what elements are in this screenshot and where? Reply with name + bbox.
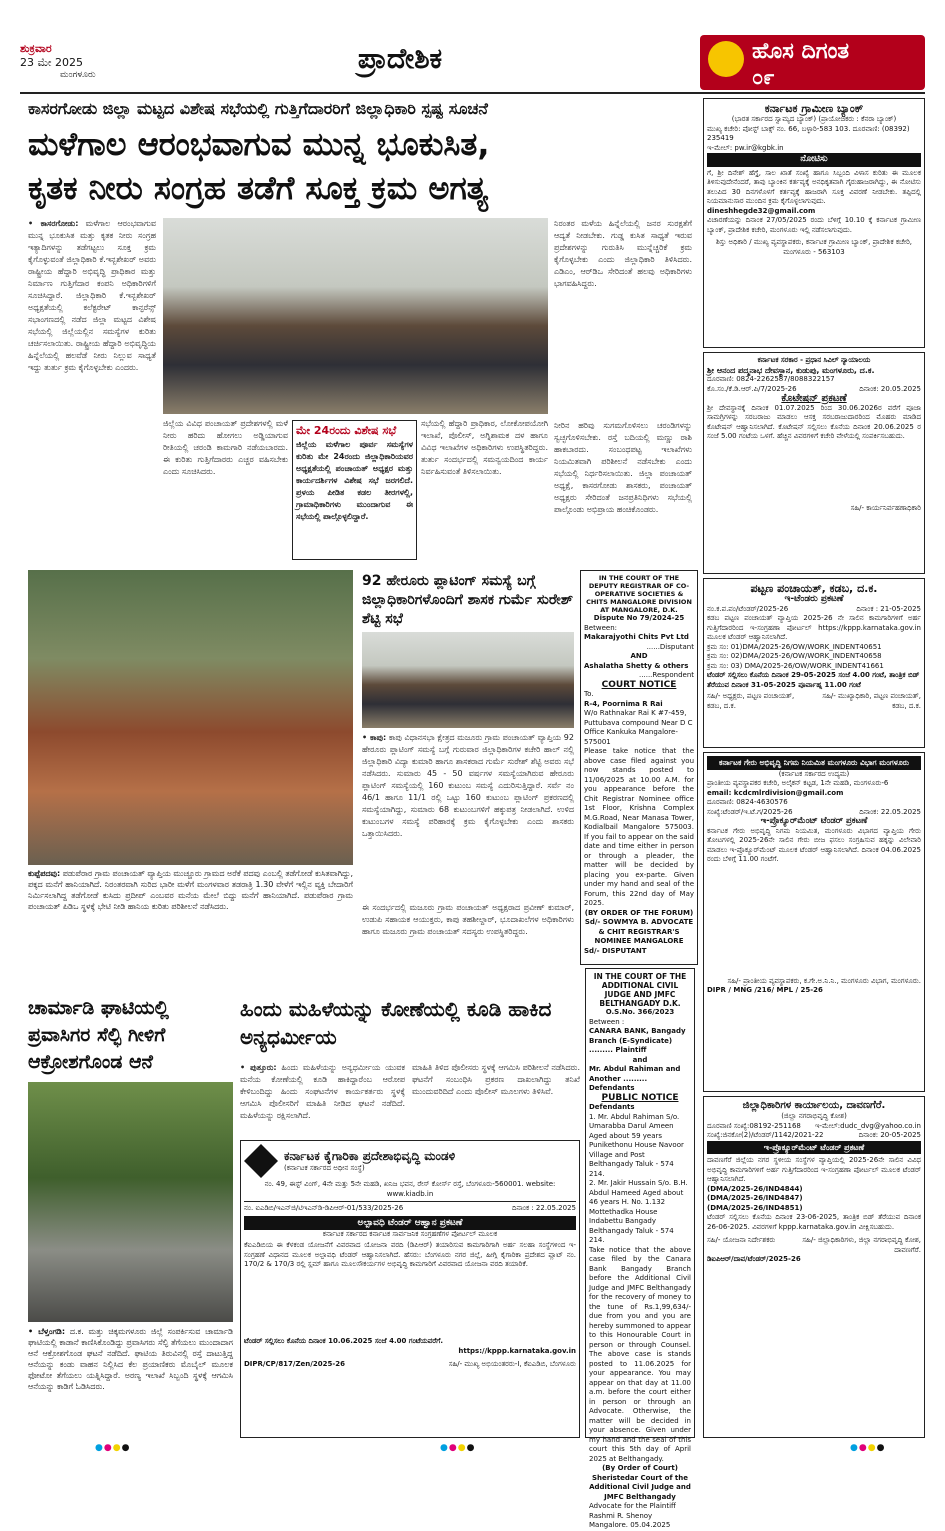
kadaba-sign-right: ಸಹಿ/- ಮುಖ್ಯಾಧಿಕಾರಿ, ಪಟ್ಟಣ ಪಂಚಾಯತ್, ಕಡಬ, ದ.ಕ. (822, 692, 921, 710)
woman-story-byline: • ಪುತ್ತೂರು: (240, 1063, 277, 1072)
kiadb-banner: ಅಲ್ಪಾವಧಿ ಟೆಂಡರ್ ಆಹ್ವಾನ ಪ್ರಕಟಣೆ (244, 1216, 576, 1230)
gramin-bank-notice (703, 98, 925, 348)
belt-order: (By Order of Court) Sheristedar Court of the Additional Civil Judge and JMFC Belthangady (589, 1464, 691, 1501)
woman-story-col-1 (240, 1062, 405, 1134)
chits-party-2: Ashalatha Shetty & others (584, 661, 689, 670)
kcdc-body: ಕರ್ನಾಟಕ ಗೇರು ಅಭಿವೃದ್ಧಿ ನಿಗಮ ನಿಯಮಿತ, ಮಂಗಳೂರು ವಿಭಾಗದ ವ್ಯಾಪ್ತಿಯ ಗೇರು ತೋಟಗಳಲ್ಲಿ 2025-26ನೇ ಸಾಲಿನ ಗೇರು ಬೀಜ ಫಸಲು ಸಂಗ್ರಹಿಸುವ ಹಕ್ಕನ್ನು ವಿಲೇವಾರಿ ಮಾಡಲು ಇ-ಪ್ರೊಕ್ಯೂರ್‌ಮೆಂಟ್ ಮೂಲಕ ಟೆಂಡರ್ ಆಹ್ವಾನಿಸಲಾಗಿದೆ. ದಿನಾಂಕ 04.06.2025 ರಂದು ಬೆಳಿಗ್ಗೆ 11.00 ಗಂಟೆಗೆ. (707, 826, 921, 863)
dvg-phone: ದೂರವಾಣಿ ಸಂಖ್ಯೆ:08192-251168 (707, 1121, 801, 1130)
chits-notice-label: COURT NOTICE (601, 679, 677, 690)
kadaba-date: ದಿನಾಂಕ : 21-05-2025 (856, 604, 921, 613)
woman-story-col1-text: ಹಿಂದು ಮಹಿಳೆಯನ್ನು ಅನ್ಯಧರ್ಮೀಯ ಯುವಕ ಮನೆಯ ಕೋಣೆಯಲ್ಲಿ ಕೂಡಿ ಹಾಕಿದ್ದಾರೆಂಬ ಆರೋಪ ಕೇಳಿಬಂದಿದ್ದು ಹಿಂದು ಸಂಘಟನೆಗಳ ಕಾರ್ಯಕರ್ತರು ಸ್ಥಳಕ್ಕೆ ಆಗಮಿಸಿ ಪೊಲೀಸರಿಗೆ ಮಾಹಿತಿ ನೀಡಿದ ಘಟನೆ ನಡೆದಿದೆ. ಮಹಿಳೆಯನ್ನು ರಕ್ಷಿಸಲಾಗಿದೆ. (240, 1063, 405, 1120)
kadaba-item-1: ಕ್ರಮ ಸಂ: 01)DMA/2025-26/OW/WORK_INDENT40651 (707, 642, 882, 651)
belt-defendants: Mr. Abdul Rahiman and Another ......... Defendants (589, 1065, 681, 1092)
plotting-byline: • ಕಾಪು: (362, 733, 387, 742)
dvg-signatures (707, 1236, 921, 1255)
kadaba-ref-row (707, 605, 921, 615)
bank-email-addr: dineshhegde32@gmail.com (707, 206, 816, 215)
charmadi-headline: ಚಾರ್ಮಾಡಿ ಘಾಟಿಯಲ್ಲಿ ಪ್ರವಾಸಿಗರ ಸೆಲ್ಫಿ ಗೀಳಿಗೆ ಆಕ್ರೋಶಗೊಂಡ ಆನೆ (28, 997, 169, 1073)
kiadb-body: ಕೆಐಎಡಿಬಿಯ ಈ ಕೆಳಕಂಡ ಯೋಜನೆಗೆ ವಿವರವಾದ ಯೋಜನಾ ವರದಿ (ಡಿಪಿಆರ್) ತಯಾರಿಸುವ ಕಾಮಗಾರಿಗಾಗಿ ಅರ್ಹ ಸಲಹಾ ಸಂಸ್ಥೆಗಳಿಂದ ಇ-ಸಂಗ್ರಹಣೆ ವಿಧಾನದ ಮೂಲಕ ಅಲ್ಪಾವಧಿ ಟೆಂಡರ್ ಆಹ್ವಾನಿಸಲಾಗಿದೆ. ಹೆಸರು: ಬೆಂಗಳೂರು ನಗರ ಜಿಲ್ಲೆ, ಹೀಗ್ಗಿ ಕೈಗಾರಿಕಾ ಪ್ರದೇಶದ ಪ್ಲಾಟ್ ನಂ. 170/2 & 170/3 ರಲ್ಲಿ ಸ್ಲಮ್ ಹಾಗೂ ಮೂಲಸೌಕರ್ಯಗಳ ಅಭಿವೃದ್ಧಿ ಕಾಮಗಾರಿಗೆ ವಿವರವಾದ ಯೋಜನಾ ವರದಿ ತಯಾರಿಕೆ. (244, 1241, 576, 1268)
dvg-item-3: (DMA/2025-26/IND4851) (707, 1203, 803, 1212)
dvg-ref: ಸಂಖ್ಯೆ:ಜಿನಕೋ(2)/ಟೆಂಡರ್/1142/2021-22 (707, 1131, 824, 1139)
registration-marks-center: ●●●● (440, 1443, 476, 1453)
brand-logo-icon (708, 41, 744, 77)
bank-email: ಇ-ಮೇಲ್: pw.ir@kgbk.in (707, 143, 784, 152)
registration-marks-right: ●●●● (850, 1443, 886, 1453)
lead-infobox (292, 420, 417, 560)
court-notice-chits (580, 570, 698, 965)
lead-column-5: ನೀರಿನ ಹರಿವು ಸುಗಮಗೊಳಿಸಲು ಚರಂಡಿಗಳನ್ನು ಸ್ವಚ್ಛಗೊಳಿಸಬೇಕು. ರಸ್ತೆ ಬದಿಯಲ್ಲಿ ಮಣ್ಣು ರಾಶಿ ಹಾಕಬಾರದು. ಸಂಬಂಧಪಟ್ಟ ಇಲಾಖೆಗಳು ನಿಯಮಿತವಾಗಿ ಪರಿಶೀಲನೆ ನಡೆಸಬೇಕು ಎಂದು ಸಭೆಯಲ್ಲಿ ನಿರ್ಧರಿಸಲಾಯಿತು. ಜಿಲ್ಲಾ ಪಂಚಾಯತ್ ಅಧ್ಯಕ್ಷೆ, ಕಾಸರಗೋಡು ಶಾಸಕರು, ಪಂಚಾಯತ್ ಅಧ್ಯಕ್ಷರು ಸೇರಿದಂತೆ ಜನಪ್ರತಿನಿಧಿಗಳು ಸಭೆಯಲ್ಲಿ ಪಾಲ್ಗೊಂಡು ಅಭಿಪ್ರಾಯ ಹಂಚಿಕೊಂಡರು. (554, 421, 692, 514)
davangere-tender-notice (703, 1096, 925, 1438)
kiadb-date: ದಿನಾಂಕ : 22.05.2025 (511, 1204, 576, 1212)
infobox-title: ಮೇ 24ರಂದು ವಿಶೇಷ ಸಭೆ (296, 424, 397, 437)
chits-addressee: R-4, Poornima R Rai (584, 699, 663, 708)
bank-hearing: ವಿಚಾರಣೆಯನ್ನು ದಿನಾಂಕ 27/05/2025 ರಂದು ಬೆಳಿಗ್ಗೆ 10.10 ಕ್ಕೆ ಕರ್ನಾಟಕ ಗ್ರಾಮೀಣ ಬ್ಯಾಂಕ್, ಪ್ರಾದೇಶಿಕ ಕಚೇರಿ, ಮಂಗಳೂರು ಇಲ್ಲಿ ನಡೆಸಲಾಗುವುದು. (707, 216, 921, 234)
lead-column-4: ನಿರಂತರ ಮಳೆಯ ಹಿನ್ನೆಲೆಯಲ್ಲಿ ಜನರ ಸುರಕ್ಷತೆಗೆ ಆದ್ಯತೆ ನೀಡಬೇಕು. ಗುಡ್ಡ ಕುಸಿತ ಸಾಧ್ಯತೆ ಇರುವ ಪ್ರದೇಶಗಳನ್ನು ಗುರುತಿಸಿ ಮುನ್ನೆಚ್ಚರಿಕೆ ಕ್ರಮ ಕೈಗೊಳ್ಳಬೇಕು ಎಂದು ಜಿಲ್ಲಾಧಿಕಾರಿ ತಿಳಿಸಿದರು. ಎಡಿಎಂ, ಆರ್‌ಡಿಒ ಸೇರಿದಂತೆ ಹಲವು ಅಧಿಕಾರಿಗಳು ಭಾಗವಹಿಸಿದ್ದರು. (554, 219, 692, 288)
masthead-dateline (20, 42, 290, 86)
chits-sign: Sd/- SOWMYA B. ADVOCATE & CHIT REGISTRAR'S NOMINEE MANGALORE (584, 918, 694, 945)
kcdc-phone: ದೂರವಾಣಿ: 0824-4630576 (707, 798, 788, 806)
bank-subtitle: (ಭಾರತ ಸರ್ಕಾರದ ಸ್ವಾಮ್ಯದ ಬ್ಯಾಂಕ್) (ಪ್ರಾಯೋಜಕರು : ಕೆನರಾ ಬ್ಯಾಂಕ್) (731, 115, 897, 123)
plotting-body (362, 732, 574, 898)
kcdc-date: ದಿನಾಂಕ: 22.05.2025 (859, 807, 921, 816)
belt-court-title: IN THE COURT OF THE ADDITIONAL CIVIL JUDGE AND JMFC BELTHANGADY D.K. (593, 972, 687, 1008)
kiadb-last-date: ಟೆಂಡರ್ ಸಲ್ಲಿಸಲು ಕೊನೆಯ ದಿನಾಂಕ 10.06.2025 ಸಂಜೆ 4.00 ಗಂಟೆಯವರೆಗೆ. (244, 1337, 444, 1345)
belt-plaintiff: CANARA BANK, Bangady Branch (E-Syndicate) ......... Plaintiff (589, 1027, 686, 1054)
lead-byline: • ಕಾಸರಗೋಡು: (28, 219, 79, 228)
charmadi-byline: • ಬೆಳ್ತಂಗಡಿ: (28, 1327, 66, 1336)
kcdc-dipr: DIPR / MNG /216/ MPL / 25-26 (707, 986, 823, 994)
temple-label: ಕೊಟೇಷನ್ ಪ್ರಕಟಣೆ (781, 393, 847, 404)
issue-date: 23 ಮೇ 2025 (20, 56, 84, 69)
issue-city: ಮಂಗಳೂರು (60, 70, 96, 80)
kadaba-item-2: ಕ್ರಮ ಸಂ: 02)DMA/2025-26/OW/WORK_INDENT40658 (707, 652, 882, 660)
landslide-photo (28, 570, 353, 865)
kiadb-ref: ನಂ. ಐಎಡಿಬಿ/ಇಎನ್‌ಜಿ/ಟಿಇಎನ್‌ಡಿ-ಡಿಪಿಆರ್-01/533/2025-26 (244, 1204, 404, 1212)
masthead-divider (20, 92, 925, 94)
dvg-label: ಇ-ಪ್ರೊಕ್ಯೂರ್‌ಮೆಂಟ್ ಟೆಂಡರ್ ಪ್ರಕಟಣೆ (707, 1141, 921, 1155)
temple-date: ದಿನಾಂಕ: 20.05.2025 (859, 384, 921, 393)
belt-def-label: Defendants (589, 1103, 635, 1111)
chits-party-2-role: ......Respondent (639, 671, 694, 679)
kcdc-sign: ಸಹಿ/- ಪ್ರಾಂತೀಯ ವ್ಯವಸ್ಥಾಪಕರು, ಕ.ಗೇ.ಅ.ನಿ.ನಿ., ಮಂಗಳೂರು ವಿಭಾಗ, ಮಂಗಳೂರು. (727, 976, 921, 985)
section-title: ಪ್ರಾದೇಶಿಕ (357, 42, 443, 75)
chits-between: Between: (584, 623, 617, 632)
kadaba-body: ಕಡಬ ಪಟ್ಟಣ ಪಂಚಾಯತ್ ವ್ಯಾಪ್ತಿಯ 2025-26 ನೇ ಸಾಲಿನ ಕಾಮಗಾರಿಗಳಿಗೆ ಅರ್ಹ ಗುತ್ತಿಗೆದಾರರಿಂದ ಇ-ಸಂಗ್ರಹಣಾ ಪೋರ್ಟಲ್ https://kppp.karnataka.gov.in ಮೂಲಕ ಟೆಂಡರ್ ಆಹ್ವಾನಿಸಲಾಗಿದೆ. (707, 614, 921, 641)
kiadb-footer (244, 1360, 576, 1370)
lead-column-2: ಜಿಲ್ಲೆಯ ವಿವಿಧ ಪಂಚಾಯತ್ ಪ್ರದೇಶಗಳಲ್ಲಿ ಮಳೆ ನೀರು ಹರಿದು ಹೋಗಲು ಅಡ್ಡಿಯಾಗುವ ರೀತಿಯಲ್ಲಿ ಚರಂಡಿ ಕಾಮಗಾರಿ ನಡೆಯಬಾರದು. ಈ ಕುರಿತು ಗುತ್ತಿಗೆದಾರರು ಎಚ್ಚರ ವಹಿಸಬೇಕು ಎಂದು ಸೂಚಿಸಿದರು. (163, 419, 288, 476)
plotting-meeting-photo (362, 632, 574, 728)
kcdc-email: email: kcdcmlrdivision@gmail.com (707, 788, 844, 797)
dvg-subtitle: (ಜಿಲ್ಲಾ ನಗರಾಭಿವೃದ್ಧಿ ಕೋಶ) (781, 1112, 847, 1120)
dvg-contact-row (707, 1122, 921, 1132)
lead-kicker: ಕಾಸರಗೋಡು ಜಿಲ್ಲಾ ಮಟ್ಟದ ವಿಶೇಷ ಸಭೆಯಲ್ಲಿ ಗುತ್ತಿಗೆದಾರರಿಗೆ ಜಿಲ್ಲಾಧಿಕಾರಿ ಸ್ಪಷ್ಟ ಸೂಚನೆ (28, 99, 488, 118)
kadaba-tender-notice (703, 578, 925, 748)
kadaba-sign-left: ಸಹಿ/- ಅಧ್ಯಕ್ಷರು, ಪಟ್ಟಣ ಪಂಚಾಯತ್, ಕಡಬ, ದ.ಕ. (707, 692, 795, 710)
lead-column-3: ಸಭೆಯಲ್ಲಿ ಹೆದ್ದಾರಿ ಪ್ರಾಧಿಕಾರ, ಲೋಕೋಪಯೋಗಿ ಇಲಾಖೆ, ಪೊಲೀಸ್, ಅಗ್ನಿಶಾಮಕ ದಳ ಹಾಗೂ ವಿವಿಧ ಇಲಾಖೆಗಳ ಅಧಿಕಾರಿಗಳು ಉಪಸ್ಥಿತರಿದ್ದರು. ತುರ್ತು ಸಂದರ್ಭದಲ್ಲಿ ಸಮನ್ವಯದಿಂದ ಕಾರ್ಯ ನಿರ್ವಹಿಸುವಂತೆ ತಿಳಿಸಲಾಯಿತು. (421, 419, 548, 476)
chits-sign-2: Sd/- DISPUTANT (584, 946, 647, 955)
temple-body: ಶ್ರೀ ದೇವಸ್ಥಾನಕ್ಕೆ ದಿನಾಂಕ 01.07.2025 ರಿಂದ 30.06.2026ರ ವರೆಗೆ ಪೂಜಾ ಸಾಮಗ್ರಿಗಳನ್ನು ಸರಬರಾಜು ಮಾಡಲು ಆಸಕ್ತ ಸರಬರಾಜುದಾರರಿಂದ ಮೊಹರು ಮಾಡಿದ ಕೊಟೇಷನ್ ಆಹ್ವಾನಿಸಲಾಗಿದೆ. ಕೊಟೇಷನ್ ಸಲ್ಲಿಸಲು ಕೊನೆಯ ದಿನಾಂಕ 20.06.2025 ರ ಸಂಜೆ 5.00 ಗಂಟೆಯ ಒಳಗೆ. ಹೆಚ್ಚಿನ ವಿವರಗಳಿಗೆ ಕಚೇರಿ ವೇಳೆಯಲ್ಲಿ ಸಂಪರ್ಕಿಸಬಹುದು. (707, 403, 921, 440)
temple-org: ಕರ್ನಾಟಕ ಸರಕಾರ - ಪ್ರಧಾನ ಸಿವಿಲ್ ನ್ಯಾಯಾಲಯ (757, 356, 871, 364)
belt-case-no: O.S.No. 366/2023 (605, 1008, 675, 1016)
lead-column-1 (28, 218, 156, 564)
issue-day: ಶುಕ್ರವಾರ (20, 42, 52, 55)
brand-name: ಹೊಸ ದಿಗಂತ (752, 39, 850, 64)
kcdc-title: ಕರ್ನಾಟಕ ಗೇರು ಅಭಿವೃದ್ಧಿ ನಿಗಮ ನಿಯಮಿತ ಮಂಗಳೂರು ವಿಭಾಗ ಮಂಗಳೂರು (707, 756, 921, 770)
charmadi-caption (28, 1326, 233, 1438)
kadaba-label: ಇ-ಟೆಂಡರು ಪ್ರಕಟಣೆ (784, 594, 844, 604)
kiadb-address: ನಂ. 49, ಈಸ್ಟ್ ವಿಂಗ್, 4ನೇ ಮತ್ತು 5ನೇ ಮಹಡಿ, ಖನಿಜ ಭವನ, ರೇಸ್ ಕೋರ್ಸ್ ರಸ್ತೆ, ಬೆಂಗಳೂರು-560001. website: www.kiadb.in (264, 1180, 556, 1198)
dvg-dipr: ಡಿಐಪಿಆರ್/ದಾವ/ಟೆಂಡರ್/2025-26 (707, 1255, 801, 1263)
registration-marks-left: ●●●● (95, 1443, 131, 1453)
temple-quotation-notice (703, 352, 925, 574)
kcdc-subtitle: (ಕರ್ನಾಟಕ ಸರ್ಕಾರದ ಉದ್ಯಮ) (778, 769, 850, 778)
belt-notice-label: PUBLIC NOTICE (601, 1092, 679, 1103)
kadaba-ref: ನಂ.ಕ.ಪ.ಪಂ/ಟೆಂಡರ್/2025-26 (707, 604, 789, 613)
lead-headline (28, 122, 693, 210)
kcdc-ref: ಸಂಖ್ಯೆ:ಟೆಂಡರ್/ಇ.ಟೆ.ಗ/2025-26 (707, 807, 793, 816)
woman-story-headline: ಹಿಂದು ಮಹಿಳೆಯನ್ನು ಕೋಣೆಯಲ್ಲಿ ಕೂಡಿ ಹಾಕಿದ ಅನ್ಯಧರ್ಮೀಯ (240, 997, 552, 1049)
kcdc-address: ಪ್ರಾಂತೀಯ ವ್ಯವಸ್ಥಾಪಕರ ಕಚೇರಿ, ಅಲೈಕನ್ ಕಟ್ಟಡ, 1ನೇ ಮಹಡಿ, ಮಂಗಳೂರು-6 (707, 779, 889, 787)
charmadi-caption-text: ದ.ಕ. ಮತ್ತು ಚಿಕ್ಕಮಗಳೂರು ಜಿಲ್ಲೆ ಸಂಪರ್ಕಿಸುವ ಚಾರ್ಮಾಡಿ ಘಾಟಿಯಲ್ಲಿ ಕಾಡಾನೆ ಕಾಣಿಸಿಕೊಂಡಿದ್ದು ಪ್ರವಾಸಿಗರು ಸೆಲ್ಫಿ ತೆಗೆಯಲು ಮುಂದಾದಾಗ ಆನೆ ಆಕ್ರೋಶಗೊಂಡ ಘಟನೆ ನಡೆದಿದೆ. ಘಾಟಿಯ ತಿರುವಿನಲ್ಲಿ ರಸ್ತೆ ದಾಟುತ್ತಿದ್ದ ಆನೆಯನ್ನು ಕಂಡು ವಾಹನ ನಿಲ್ಲಿಸಿದ ಕೆಲ ಪ್ರಯಾಣಿಕರು ಮೊಬೈಲ್ ಮೂಲಕ ಫೋಟೋ ತೆಗೆಯಲು ಯತ್ನಿಸಿದ್ದಾರೆ. ಅರಣ್ಯ ಇಲಾಖೆ ಸಿಬ್ಬಂದಿ ಸ್ಥಳಕ್ಕೆ ಆಗಮಿಸಿ ಆನೆಯನ್ನು ಕಾಡಿಗೆ ಓಡಿಸಿದರು. (28, 1327, 234, 1391)
bank-body: ಗೆ, ಶ್ರೀ ದಿನೇಶ್ ಹೆಗ್ಡೆ, ಸಾಲ ಖಾತೆ ಸಂಖ್ಯೆ ಹಾಗೂ ಸಿಬ್ಬಂದಿ ವಿಳಾಸ ಕುರಿತು ಈ ಮೂಲಕ ತಿಳಿಸುವುದೇನೆಂದರೆ, ತಾವು ಬ್ಯಾಂಕಿನ ಕರ್ತವ್ಯಕ್ಕೆ ಅನಧಿಕೃತವಾಗಿ ಗೈರುಹಾಜರಾಗಿದ್ದು, ಈ ನೋಟಿಸು ತಲುಪಿದ 30 ದಿನಗಳೊಳಗೆ ಕರ್ತವ್ಯಕ್ಕೆ ಹಾಜರಾಗಿ ಸೂಕ್ತ ವಿವರಣೆ ನೀಡಬೇಕು. ತಪ್ಪಿದಲ್ಲಿ ನಿಯಮಾನುಸಾರ ಮುಂದಿನ ಕ್ರಮ ಕೈಗೊಳ್ಳಲಾಗುವುದು. (707, 168, 921, 205)
belt-and: and (632, 1055, 648, 1064)
kiadb-logo-icon (244, 1144, 278, 1178)
kiadb-signatory: ಸಹಿ/- ಮುಖ್ಯ ಅಭಿಯಂತರರು-I, ಕೆಐಎಡಿಬಿ, ಬೆಂಗಳೂರು (448, 1360, 576, 1368)
kiadb-portal[interactable]: https://kppp.karnataka.gov.in (458, 1346, 576, 1355)
court-notice-belthangady (585, 968, 695, 1529)
kiadb-title: ಕರ್ನಾಟಕ ಕೈಗಾರಿಕಾ ಪ್ರದೇಶಾಭಿವೃದ್ಧಿ ಮಂಡಳಿ (284, 1149, 456, 1163)
kcdc-tender-notice (703, 752, 925, 1092)
dvg-email: ಇ-ಮೇಲ್:dudc_dvg@yahoo.co.in (814, 1121, 921, 1130)
page-number: ೦೯ (752, 65, 775, 89)
chits-address: W/o Rathnakar Rai K #7-459, Puttubava compound Near D C Office Kankuka Mangalore-575001 (584, 709, 693, 746)
kiadb-subtitle: (ಕರ್ನಾಟಕ ಸರ್ಕಾರದ ಅಧೀನ ಸಂಸ್ಥೆ) (284, 1164, 365, 1172)
belt-advocate: Advocate for the Plaintiff Rashmi R. Shenoy Mangalore. 05.04.2025 (589, 1502, 676, 1529)
lead-headline-line-2: ಕೃತಕ ನೀರು ಸಂಗ್ರಹ ತಡೆಗೆ ಸೂಕ್ತ ಕ್ರಮ ಅಗತ್ಯ (28, 169, 489, 207)
kadaba-title: ಪಟ್ಟಣ ಪಂಚಾಯತ್, ಕಡಬ, ದ.ಕ. (750, 582, 878, 595)
chits-dispute-no: Dispute No 79/2024-25 (593, 614, 685, 622)
kcdc-label: ಇ-ಪ್ರೊಕ್ಯೂರ್‌ಮೆಂಟ್ ಟೆಂಡರ್ ಪ್ರಕಟಣೆ (760, 816, 868, 826)
belt-defendant-1: 1. Mr. Abdul Rahiman S/o. Umarabba Darul Ameen Aged about 59 years Punikethonu House Navoor Village and Post Belthangady Taluk - 574 214. (589, 1112, 684, 1178)
belt-between: Between : (589, 1017, 625, 1026)
belt-defendant-2: 2. Mr. Jakir Hussain S/o. B.H. Abdul Hameed Aged about 46 years H. No. 1.132 Mottethadka House Indabettu Bangady Belthangady Taluk - 574 214. (589, 1179, 688, 1244)
dvg-sign-right: ಸಹಿ/- ಜಿಲ್ಲಾಧಿಕಾರಿಗಳು, ಜಿಲ್ಲಾ ನಗರಾಭಿವೃದ್ಧಿ ಕೋಶ, ದಾವಣಗೆರೆ. (802, 1236, 921, 1254)
temple-name: ಶ್ರೀ ಆನಂದ ಪದ್ಮನಾಭ ದೇವಸ್ಥಾನ, ಕುಡುಪು, ಮಂಗಳೂರು, ದ.ಕ. (707, 365, 875, 375)
dvg-item-2: (DMA/2025-26/IND4847) (707, 1194, 803, 1202)
chits-and: AND (630, 652, 648, 660)
landslide-byline: ಕುಪ್ಪೆಪದವು: (28, 869, 61, 878)
kadaba-last-date: ಟೆಂಡರ್ ಸಲ್ಲಿಸಲು ಕೊನೆಯ ದಿನಾಂಕ 29-05-2025 ಸಂಜೆ 4.00 ಗಂಟೆ, ತಾಂತ್ರಿಕ ಬಿಡ್ ತೆರೆಯುವ ದಿನಾಂಕ 31-05-2025 ಪೂರ್ವಾಹ್ನ 11.00 ಗಂಟೆ (707, 671, 920, 689)
temple-sign: ಸಹಿ/- ಕಾರ್ಯನಿರ್ವಹಣಾಧಿಕಾರಿ (850, 503, 921, 512)
landslide-caption-text: ಪಡುಪೆರಾರ ಗ್ರಾಮ ಪಂಚಾಯತ್ ವ್ಯಾಪ್ತಿಯ ಮುಚ್ಚೂರು ಗ್ರಾಮದ ಅರೆಕೆ ಪದವು ಎಂಬಲ್ಲಿ ತಡೆಗೋಡೆ ಕುಸಿತವಾಗಿದ್ದು, ಪಕ್ಕದ ಮನೆಗೆ ಹಾನಿಯಾಗಿದೆ. ನಿರಂತರವಾಗಿ ಸುರಿದ ಭಾರೀ ಮಳೆಗೆ ಮಂಗಳವಾರ ತಡರಾತ್ರಿ 1.30 ವೇಳೆಗೆ ಇಲ್ಲಿನ ವ್ಯಕ್ತಿ ಬೇದಾರಿಗೆ ನಿರ್ಮಿಸಲಾಗಿದ್ದ ತಡೆಗೋಡೆ ಕುಸಿದು ಪ್ರದೀಪ್ ಎಂಬವರ ಮನೆಯ ಮೇಲೆ ಬಿದ್ದು ಮನೆಗೆ ಹಾನಿಯಾಗಿದೆ. ಪಡುಪೆರಾರ ಗ್ರಾಮ ಪಂಚಾಯತ್ ಪಿಡಿಒ ಸ್ಥಳಕ್ಕೆ ಭೇಟಿ ನೀಡಿ ಹಾನಿಯ ಕುರಿತು ಪರಿಶೀಲನೆ ನಡೆಸಿದರು. (28, 869, 353, 911)
plotting-headline: 92 ಹೇರೂರು ಪ್ಲಾಟಿಂಗ್ ಸಮಸ್ಯೆ ಬಗ್ಗೆ ಜಿಲ್ಲಾಧಿಕಾರಿಗಳೊಂದಿಗೆ ಶಾಸಕ ಗುರ್ಮೆ ಸುರೇಶ್ ಶೆಟ್ಟಿ ಸಭೆ (362, 573, 574, 627)
woman-story-col-2: ಮಾಹಿತಿ ತಿಳಿದ ಪೊಲೀಸರು ಸ್ಥಳಕ್ಕೆ ಆಗಮಿಸಿ ಪರಿಶೀಲನೆ ನಡೆಸಿದರು. ಘಟನೆಗೆ ಸಂಬಂಧಿಸಿ ಪ್ರಕರಣ ದಾಖಲಾಗಿದ್ದು ತನಿಖೆ ಮುಂದುವರಿದಿದೆ ಎಂದು ಪೊಲೀಸ್ ಮೂಲಗಳು ತಿಳಿಸಿವೆ. (412, 1063, 580, 1096)
bank-sign: ಶಿಸ್ತು ಅಧಿಕಾರಿ / ಮುಖ್ಯ ವ್ಯವಸ್ಥಾಪಕರು, ಕರ್ನಾಟಕ ಗ್ರಾಮೀಣ ಬ್ಯಾಂಕ್, ಪ್ರಾದೇಶಿಕ ಕಚೇರಿ, ಮಂಗಳೂರು - 563103 (715, 238, 913, 256)
lead-meeting-photo (163, 218, 548, 414)
newspaper-brand (700, 35, 925, 90)
temple-phone: ದೂರವಾಣಿ: 0824-2262587/8088322157 (707, 375, 835, 383)
chits-to: To. (584, 690, 594, 698)
bank-address: ಮುಖ್ಯ ಕಚೇರಿ: ಪೋಸ್ಟ್ ಬಾಕ್ಸ್ ನಂ. 66, ಬಳ್ಳಾರಿ-583 103. ದೂರವಾಣಿ: (08392) 235419 (707, 124, 910, 142)
lead-col1-text: ಮಳೆಗಾಲ ಆರಂಭವಾಗುವ ಮುನ್ನ ಭೂಕುಸಿತ ಮತ್ತು ಕೃತಕ ನೀರು ಸಂಗ್ರಹ ಇತ್ಯಾದಿಗಳನ್ನು ತಡೆಗಟ್ಟಲು ಸೂಕ್ತ ಕ್ರಮ ಕೈಗೊಳ್ಳುವಂತೆ ಜಿಲ್ಲಾಧಿಕಾರಿ ಕೆ.ಇನ್ಬಶೇಖರ್ ಅವರು ರಾಷ್ಟ್ರೀಯ ಹೆದ್ದಾರಿ ಅಭಿವೃದ್ಧಿ ಪ್ರಾಧಿಕಾರ ಮತ್ತು ನಿರ್ಮಾಣ ಗುತ್ತಿಗೆದಾರ ಕಂಪನಿ ಅಧಿಕಾರಿಗಳಿಗೆ ಸೂಚಿಸಿದ್ದಾರೆ. ಜಿಲ್ಲಾಧಿಕಾರಿ ಕೆ.ಇನ್ಬಶೇಖರ್ ಅಧ್ಯಕ್ಷತೆಯಲ್ಲಿ ಕಲೆಕ್ಟರೇಟ್ ಕಾನ್ಫರೆನ್ಸ್ ಸಭಾಂಗಣದಲ್ಲಿ ನಡೆದ ಜಿಲ್ಲಾ ಮಟ್ಟದ ವಿಶೇಷ ಸಭೆಯಲ್ಲಿ ಜಿಲ್ಲೆಯಲ್ಲಿನ ಸಮಸ್ಯೆಗಳ ಕುರಿತು ಚರ್ಚಿಸಲಾಯಿತು. ರಾಷ್ಟ್ರೀಯ ಹೆದ್ದಾರಿ ಅಭಿವೃದ್ಧಿಯ ಹಿನ್ನೆಲೆಯಲ್ಲಿ ಹಲವೆಡೆ ನೀರು ನಿಲ್ಲುವ ಸಾಧ್ಯತೆ ಇದ್ದು ತುರ್ತು ಕ್ರಮ ಕೈಗೊಳ್ಳಬೇಕು ಎಂದರು. (28, 219, 156, 372)
dvg-title: ಜಿಲ್ಲಾಧಿಕಾರಿಗಳ ಕಾರ್ಯಾಲಯ, ದಾವಣಗೆರೆ. (742, 1100, 886, 1111)
plotting-body-2: ಈ ಸಂದರ್ಭದಲ್ಲಿ ಮಜೂರು ಗ್ರಾಮ ಪಂಚಾಯತ್ ಅಧ್ಯಕ್ಷರಾದ ಪ್ರವೀಣ್ ಕುಮಾರ್, ಉಡುಪಿ ಸಹಾಯಕ ಆಯುಕ್ತರು, ಕಾಪು ತಹಶೀಲ್ದಾರ್, ಭೂದಾಖಲೆಗಳ ಅಧಿಕಾರಿಗಳು ಹಾಗೂ ಮಜೂರು ಗ್ರಾಮ ಪಂಚಾಯತ್ ಸದಸ್ಯರು ಉಪಸ್ಥಿತರಿದ್ದರು. (362, 903, 574, 936)
chits-body: Please take notice that the above case filed against you now stands posted to 11/06/2025 at 10.00 A.M. for you appearance before the Chit Registrar Nominee office 1st Floor, Krishna Complex M.G.Road, Near Manasa Tower, Kodialbail Mangalore 575003. If you fail to appear on the said date and time either in person or through a pleader, the matter will be decided by placing you ex-parte. Given under my hand and seal of the Forum, this 22nd day of May 2025. (584, 747, 694, 907)
kadaba-signatures (707, 692, 921, 711)
infobox-body: ಜಿಲ್ಲೆಯ ಮಳೆಗಾಲ ಪೂರ್ವ ಸಮಸ್ಯೆಗಳ ಕುರಿತು ಮೇ 24ರಂದು ಜಿಲ್ಲಾಧಿಕಾರಿಯವರ ಅಧ್ಯಕ್ಷತೆಯಲ್ಲಿ ಪಂಚಾಯತ್ ಅಧ್ಯಕ್ಷರ ಮತ್ತು ಕಾರ್ಯದರ್ಶಿಗಳ ವಿಶೇಷ ಸಭೆ ಜರಗಲಿದೆ. ಪ್ರಳಯ ಪೀಡಿತ ಕಡಲ ತೀರಗಳಲ್ಲಿ, ಗ್ರಾಮಾಧಿಕಾರಿಗಳು ಮುಂದಾಗುವ ಈ ಸಭೆಯಲ್ಲಿ ಪಾಲ್ಗೊಳ್ಳಲಿದ್ದಾರೆ. (296, 440, 413, 521)
kadaba-item-3: ಕ್ರಮ ಸಂ: 03) DMA/2025-26/OW/WORK_INDENT41661 (707, 661, 884, 670)
elephant-photo (28, 1082, 233, 1322)
chits-party-1: Makarajyothi Chits Pvt Ltd (584, 633, 689, 641)
dvg-dates: ಟೆಂಡರ್ ಸಲ್ಲಿಸಲು ಕೊನೆಯ ದಿನಾಂಕ 23-06-2025, ತಾಂತ್ರಿಕ ಬಿಡ್ ತೆರೆಯುವ ದಿನಾಂಕ 26-06-2025. ವಿವರಗಳಿಗೆ kppp.karnataka.gov.in ವೀಕ್ಷಿಸಬಹುದು. (707, 1213, 921, 1231)
kiadb-ref-row (244, 1201, 576, 1214)
chits-court-title: IN THE COURT OF THE DEPUTY REGISTRAR OF CO-OPERATIVE SOCIETIES & CHITS MANGALORE DIVISION AT MANGALORE, D.K. (586, 574, 692, 614)
bank-notice-label: ನೋಟಿಸು (707, 153, 921, 167)
kiadb-banner-sub: ಕರ್ನಾಟಕ ಸರ್ಕಾರದ ಕರ್ನಾಟಕ ಸಾರ್ವಜನಿಕ ಸಂಗ್ರಹಣೆಗಳ ಪೋರ್ಟಲ್ ಮೂಲಕ (322, 1229, 498, 1238)
dvg-body: ದಾವಣಗೆರೆ ಜಿಲ್ಲೆಯ ನಗರ ಸ್ಥಳೀಯ ಸಂಸ್ಥೆಗಳ ವ್ಯಾಪ್ತಿಯಲ್ಲಿ 2025-26ನೇ ಸಾಲಿನ ವಿವಿಧ ಅಭಿವೃದ್ಧಿ ಕಾಮಗಾರಿಗಳಿಗೆ ಅರ್ಹ ಗುತ್ತಿಗೆದಾರರಿಂದ ಇ-ಸಂಗ್ರಹಣಾ ಪೋರ್ಟಲ್ ಮೂಲಕ ಟೆಂಡರ್ ಆಹ್ವಾನಿಸಲಾಗಿದೆ. (707, 1156, 921, 1183)
belt-body: Take notice that the above case filed by the Canara Bank Bangady Branch before the Additional Civil Judge and JMFC Belthangady for the recovery of money to the tune of Rs.1,99,634/- due from you and you are hereby summoned to appear to this Honourable Court in person or through Counsel. The above case is stands posted to 11.06.2025 for your appearance. You may appear on that day at 11.00 a.m. before the court either in person or through an Advocate. Otherwise, the matter will be decided in your absence. Given under my hand and the seal of this court this 5th day of April 2025 at Belthangady. (589, 1245, 691, 1463)
dvg-sign-left: ಸಹಿ/- ಯೋಜನಾ ನಿರ್ದೇಶಕರು (707, 1236, 776, 1244)
chits-party-1-role: ......Disputant (646, 642, 694, 651)
dvg-date: ದಿನಾಂಕ: 20-05-2025 (858, 1131, 921, 1139)
lead-headline-line-1: ಮಳೆಗಾಲ ಆರಂಭವಾಗುವ ಮುನ್ನ ಭೂಕುಸಿತ, (28, 125, 490, 163)
temple-ref: ಕೊ.ಸಂ./ಕೆ.ಡಿ.ಆರ್.ಪಿ/7/2025-26 (707, 384, 797, 393)
dvg-ref-row (707, 1131, 921, 1141)
landslide-caption (28, 868, 353, 958)
kiadb-dipr: DIPR/CP/817/Zen/2025-26 (244, 1360, 345, 1368)
dvg-item-1: (DMA/2025-26/IND4844) (707, 1184, 803, 1193)
chits-order: (BY ORDER OF THE FORUM) (584, 908, 694, 917)
kiadb-header (244, 1144, 576, 1178)
plotting-body-text: ಕಾಪು ವಿಧಾನಸಭಾ ಕ್ಷೇತ್ರದ ಮಜೂರು ಗ್ರಾಮ ಪಂಚಾಯತ್ ವ್ಯಾಪ್ತಿಯ 92 ಹೇರೂರು ಪ್ಲಾಟಿಂಗ್ ಸಮಸ್ಯೆ ಬಗ್ಗೆ ಗುರುವಾರ ಜಿಲ್ಲಾಧಿಕಾರಿಗಳ ಕಚೇರಿ ಹಾಲ್ ನಲ್ಲಿ ಜಿಲ್ಲಾಧಿಕಾರಿ ವಿದ್ಯಾ ಕುಮಾರಿ ಹಾಗೂ ಶಾಸಕರಾದ ಗುರ್ಮೆ ಸುರೇಶ್ ಶೆಟ್ಟಿ ಅವರು ಸಭೆ ನಡೆಸಿದರು. ಸುಮಾರು 45 - 50 ವರ್ಷಗಳ ಸಮಸ್ಯೆಯಾಗಿರುವ ಹೇರೂರು ಪ್ಲಾಟಿಂಗ್ ಸಮಸ್ಯೆಯಲ್ಲಿ 160 ಕುಟುಂಬ ಸಮಸ್ಯೆ ಎದುರಿಸುತ್ತಿದ್ದಾರೆ. ಸರ್ವೆ ನಂ 46/1 ಹಾಗೂ 11/1 ರಲ್ಲಿ ಒಟ್ಟು 160 ಕುಟುಂಬ ಪ್ಲಾಟಿಂಗ್ ಪ್ರಕರಣದಲ್ಲಿ ಸಮಸ್ಯೆಯಾಗಿದ್ದು, ಸುಮಾರು 68 ಕುಟುಂಬಗಳಿಗೆ ಹಕ್ಕುಪತ್ರ ನೀಡಲಾಗಿದೆ. ಉಳಿದ ಕುಟುಂಬಗಳ ಸಮಸ್ಯೆ ಪರಿಹಾರಕ್ಕೆ ಕ್ರಮ ಕೈಗೊಳ್ಳಬೇಕು ಎಂದು ಶಾಸಕರು ಒತ್ತಾಯಿಸಿದರು. (362, 733, 574, 838)
bank-title: ಕರ್ನಾಟಕ ಗ್ರಾಮೀಣ ಬ್ಯಾಂಕ್ (764, 102, 864, 115)
kiadb-tender-ad (240, 1140, 580, 1438)
